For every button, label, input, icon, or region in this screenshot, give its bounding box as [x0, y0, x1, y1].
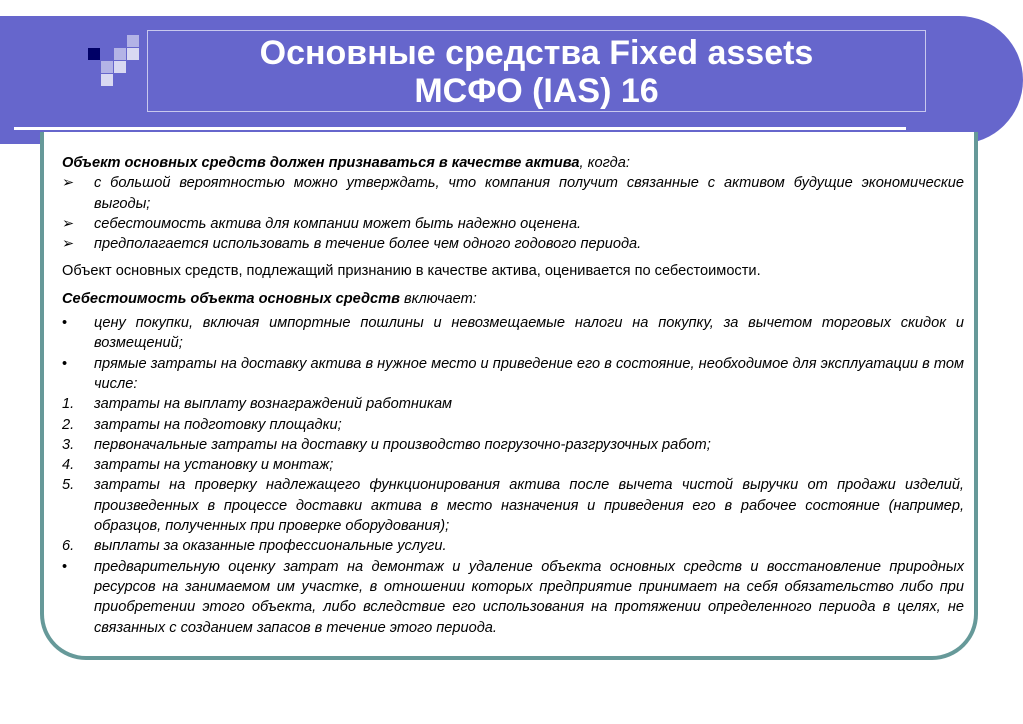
bullet-icon: • — [62, 355, 68, 372]
numbered-item-text: затраты на выплату вознаграждений работникам — [94, 396, 453, 413]
numbered-item — [62, 536, 964, 556]
cost-item-3: предварительную оценку затрат на демонтаж и удаление объекта основных средств и восстановление природных ресурсов на занимаемом им участке, в отношении которых предприятие принимает на себя обязательство либо при приобретении этого объекта, либо вследствие его использования на протяжении определенного периода в целях, не связанных с созданием запасов в течение этого периода. — [94, 558, 964, 636]
title-line-1: Основные средства Fixed assets — [259, 34, 814, 72]
list-item — [62, 214, 964, 234]
slide-content — [62, 153, 964, 638]
numbered-item-text: затраты на подготовку площадки; — [94, 416, 342, 433]
bullet-icon: • — [62, 558, 68, 575]
recognition-lead — [62, 153, 964, 173]
numbered-item-text: затраты на проверку надлежащего функционирования актива после вычета чистой выручки от продажи изделий, произведенных в процессе доставки актива в место назначения и приведения его в рабочее состояние (например, образцов, полученных при проверке оборудования); — [94, 477, 964, 535]
item-number: 2. — [62, 416, 75, 433]
list-item — [62, 354, 964, 395]
recognition-item-3: предполагается использовать в течение более чем одного годового периода. — [94, 236, 642, 253]
numbered-item — [62, 415, 964, 435]
numbered-item-text: первоначальные затраты на доставку и производство погрузочно-разгрузочных работ; — [94, 436, 711, 453]
recognition-item-2: себестоимость актива для компании может быть надежно оценена. — [94, 215, 582, 232]
numbered-item — [62, 455, 964, 475]
arrow-bullet-icon: ➢ — [62, 236, 75, 253]
recognition-item-1: с большой вероятностью можно утверждать, что компания получит связанные с активом будущие экономические выгоды; — [94, 175, 964, 212]
numbered-item — [62, 394, 964, 414]
cost-lead-rest: включает: — [399, 290, 477, 307]
slide-title — [147, 34, 926, 110]
title-divider — [14, 127, 906, 130]
item-number: 6. — [62, 538, 75, 555]
recognition-lead-bold: Объект основных средств должен признаваться в качестве актива — [62, 155, 580, 171]
item-number: 3. — [62, 436, 75, 453]
arrow-bullet-icon: ➢ — [62, 215, 75, 232]
cost-lead — [62, 289, 964, 309]
numbered-item — [62, 475, 964, 536]
list-item — [62, 313, 964, 354]
numbered-item-text: выплаты за оказанные профессиональные услуги. — [94, 538, 447, 555]
bullet-icon: • — [62, 315, 68, 332]
numbered-item-text: затраты на установку и монтаж; — [94, 457, 334, 474]
cost-lead-bold: Себестоимость объекта основных средств — [62, 290, 400, 307]
cost-item-1: цену покупки, включая импортные пошлины и невозмещаемые налоги на покупку, за вычетом торговых скидок и возмещений; — [94, 315, 964, 352]
measurement-paragraph: Объект основных средств, подлежащий признанию в качестве актива, оценивается по себестоимости. — [62, 263, 761, 280]
item-number: 5. — [62, 477, 75, 494]
item-number: 4. — [62, 457, 75, 474]
list-item — [62, 557, 964, 638]
list-item — [62, 234, 964, 254]
item-number: 1. — [62, 396, 75, 413]
title-line-2: МСФО (IAS) 16 — [414, 72, 659, 110]
recognition-lead-rest: , когда: — [579, 155, 630, 171]
list-item — [62, 173, 964, 214]
arrow-bullet-icon: ➢ — [62, 175, 75, 192]
numbered-item — [62, 435, 964, 455]
cost-item-2: прямые затраты на доставку актива в нужное место и приведение его в состояние, необходимое для эксплуатации в том числе: — [94, 355, 964, 392]
